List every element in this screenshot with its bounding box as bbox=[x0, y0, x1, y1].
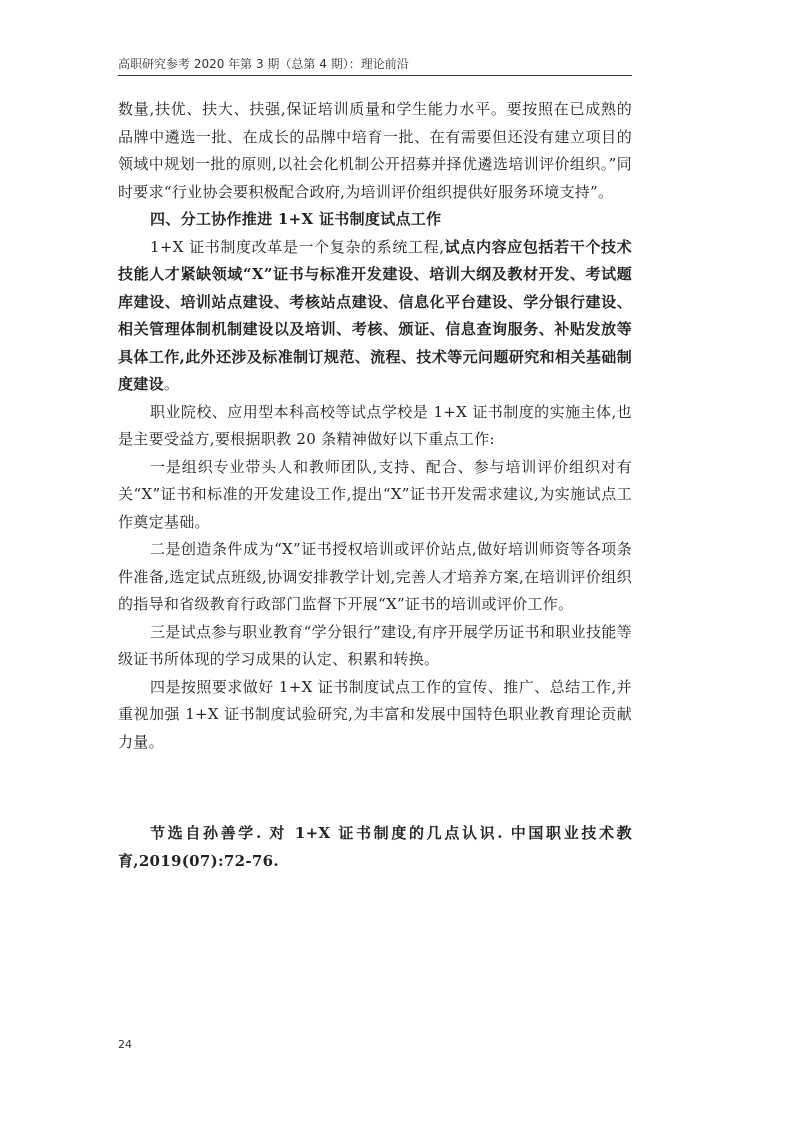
pilot-intro-text: 1+X 证书制度改革是一个复杂的系统工程, bbox=[150, 237, 445, 256]
paragraph-point-three: 三是试点参与职业教育“学分银行”建设,有序开展学历证书和职业技能等级证书所体现的学习成果的认定、积累和转换。 bbox=[118, 622, 632, 668]
article-body bbox=[118, 96, 632, 756]
page-number: 24 bbox=[118, 1038, 132, 1051]
pilot-end-text: 。 bbox=[163, 375, 180, 393]
section-heading: 四、分工协作推进 1+X 证书制度试点工作 bbox=[150, 210, 442, 228]
paragraph-point-one: 一是组织专业带头人和教师团队,支持、配合、参与培训评价组织对有关“X”证书和标准的开发建设工作,提出“X”证书开发需求建议,为实施试点工作奠定基础。 bbox=[118, 457, 632, 531]
pilot-bold-text: 试点内容应包括若干个技术技能人才紧缺领域“X”证书与标准开发建设、培训大纲及教材开发、考试题库建设、培训站点建设、考核站点建设、信息化平台建设、学分银行建设、相关管理体制机制建设以及培训、考核、颁证、信息查询服务、补贴发放等具体工作,此外还涉及标准制订规范、流程、技术等元问题研究和相关基础制度建设 bbox=[118, 237, 632, 393]
source-citation: 节选自孙善学. 对 1+X 证书制度的几点认识. 中国职业技术教育,2019(07):72-76. bbox=[118, 824, 632, 870]
paragraph-continued: 数量,扶优、扶大、扶强,保证培训质量和学生能力水平。要按照在已成熟的品牌中遴选一批、在成长的品牌中培育一批、在有需要但还没有建立项目的领域中规划一批的原则,以社会化机制公开招募并择优遴选培训评价组织。”同时要求“行业协会要积极配合政府,为培训评价组织提供好服务环境支持”。 bbox=[118, 100, 632, 201]
paragraph-point-two: 二是创造条件成为“X”证书授权培训或评价站点,做好培训师资等各项条件准备,选定试点班级,协调安排教学计划,完善人才培养方案,在培训评价组织的指导和省级教育行政部门监督下开展“X”证书的培训或评价工作。 bbox=[118, 540, 632, 613]
paragraph-pilot-content bbox=[118, 234, 632, 399]
paragraph-pilot-schools: 职业院校、应用型本科高校等试点学校是 1+X 证书制度的实施主体,也是主要受益方,要根据职教 20 条精神做好以下重点工作: bbox=[118, 402, 632, 448]
running-header: 高职研究参考 2020 年第 3 期（总第 4 期）：理论前沿 bbox=[118, 56, 632, 76]
paragraph-point-four: 四是按照要求做好 1+X 证书制度试点工作的宣传、推广、总结工作,并重视加强 1+X 证书制度试验研究,为丰富和发展中国特色职业教育理论贡献力量。 bbox=[118, 677, 632, 751]
